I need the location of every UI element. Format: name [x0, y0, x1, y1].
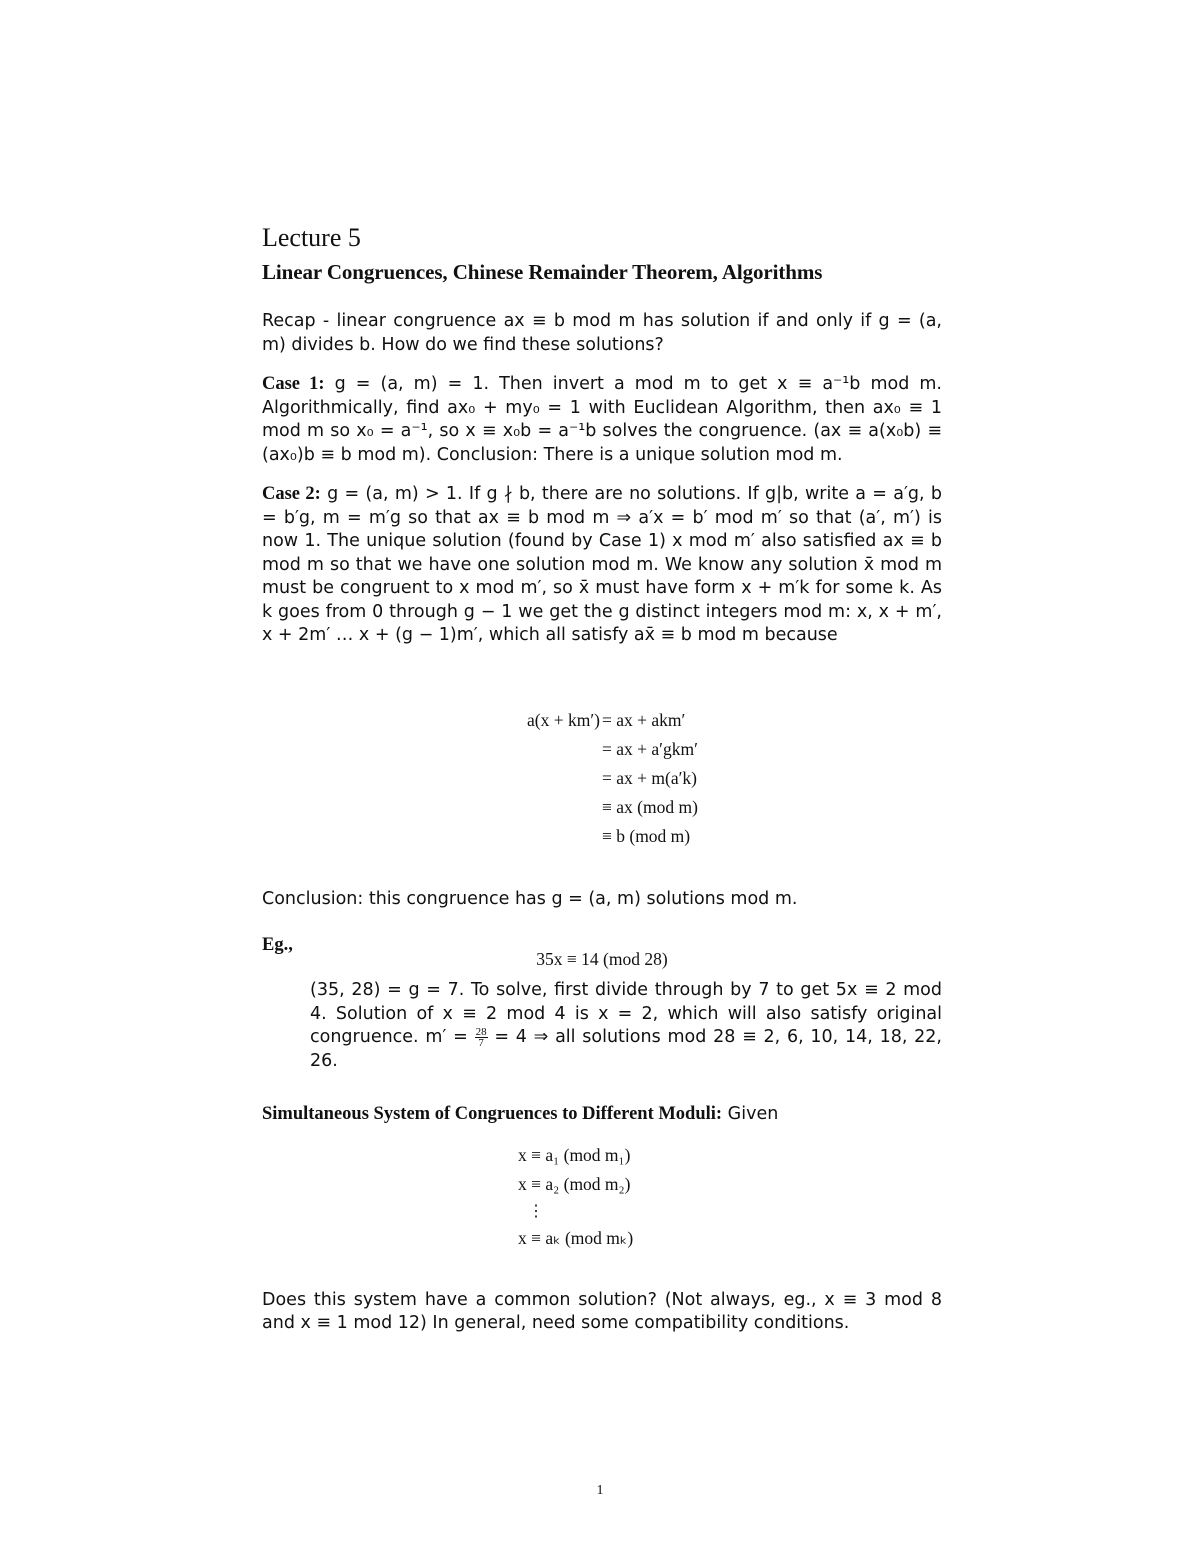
case-2-text: g = (a, m) > 1. If g ∤ b, there are no solutions. If g|b, write a = a′g, b = b′g, m = m′g so that ax ≡ b mod m ⇒ a′x = b′ mod m′ so that (a′, m′) is now 1. The unique solution (found by Case 1) x mod m′ also satisfied ax ≡ b mod m so that we have one solution mod m. We know any solution x̄ mod m must be congruent to x mod m′, so x̄ must have form x + m′k for some k. As k goes from 0 through g − 1 we get the g distinct integers mod m: x, x + m′, x + 2m′ … x + (g − 1)m′, which all satisfy ax̄ ≡ b mod m because	[262, 484, 942, 645]
page-number: 1	[596, 1483, 604, 1498]
page-body	[262, 222, 942, 1336]
system-given: Given	[727, 1104, 779, 1124]
system-row: x ≡ a₁ (mod m₁)	[518, 1144, 631, 1165]
case-1-paragraph	[262, 373, 942, 467]
example-text-a: (35, 28) = g = 7. To solve, first divide through by 7 to get 5x ≡ 2 mod 4. Solution of x ≡ 2 mod 4 is x = 2, which will also satisfy original congruence. m′ =	[310, 980, 942, 1047]
system-row: x ≡ aₖ (mod mₖ)	[518, 1227, 634, 1248]
case-1-label: Case 1:	[262, 374, 325, 394]
system-heading-line	[262, 1103, 942, 1127]
lecture-number: Lecture 5	[262, 223, 361, 252]
derivation-step: ≡ b (mod m)	[602, 825, 691, 846]
example-label: Eg.,	[262, 935, 293, 955]
derivation-lhs: a(x + km′)	[527, 709, 600, 730]
derivation-block	[262, 706, 942, 854]
example-header	[262, 935, 942, 971]
case-1-text: g = (a, m) = 1. Then invert a mod m to get x ≡ a⁻¹b mod m. Algorithmically, find ax₀ + my₀ = 1 with Euclidean Algorithm, then ax₀ ≡ 1 mod m so x₀ = a⁻¹, so x ≡ x₀b = a⁻¹b solves the congruence. (ax ≡ a(x₀b) ≡ (ax₀)b ≡ b mod m). Conclusion: There is a unique solution mod m.	[262, 374, 942, 465]
example-paragraph	[262, 979, 942, 1073]
fraction	[475, 1027, 488, 1048]
derivation-step: = ax + akm′	[602, 709, 686, 730]
example-text-b: = 4 ⇒ all solutions mod 28 ≡ 2, 6, 10, 14, 18, 22, 26.	[310, 1027, 942, 1071]
closing-paragraph: Does this system have a common solution? (Not always, eg., x ≡ 3 mod 8 and x ≡ 1 mod 12) In general, need some compatibility conditions.	[262, 1289, 942, 1333]
fraction-denominator: 7	[478, 1036, 484, 1049]
intro-paragraph: Recap - linear congruence ax ≡ b mod m has solution if and only if g = (a, m) divides b. How do we find these solutions?	[262, 311, 942, 355]
derivation-step: ≡ ax (mod m)	[602, 796, 698, 817]
example-equation: 35x ≡ 14 (mod 28)	[536, 949, 668, 969]
lecture-title: Linear Congruences, Chinese Remainder Theorem, Algorithms	[262, 260, 823, 284]
fraction-numerator: 28	[475, 1025, 487, 1038]
congruence-system	[518, 1141, 942, 1253]
derivation-step: = ax + m(a′k)	[602, 767, 697, 788]
system-vdots: ⋮	[528, 1202, 544, 1220]
system-row: x ≡ a₂ (mod m₂)	[518, 1173, 631, 1194]
case-2-label: Case 2:	[262, 484, 321, 504]
case-2-paragraph	[262, 483, 942, 648]
derivation-step: = ax + a′gkm′	[602, 738, 698, 759]
system-heading: Simultaneous System of Congruences to Different Moduli:	[262, 1104, 723, 1124]
conclusion-paragraph: Conclusion: this congruence has g = (a, m) solutions mod m.	[262, 888, 798, 909]
